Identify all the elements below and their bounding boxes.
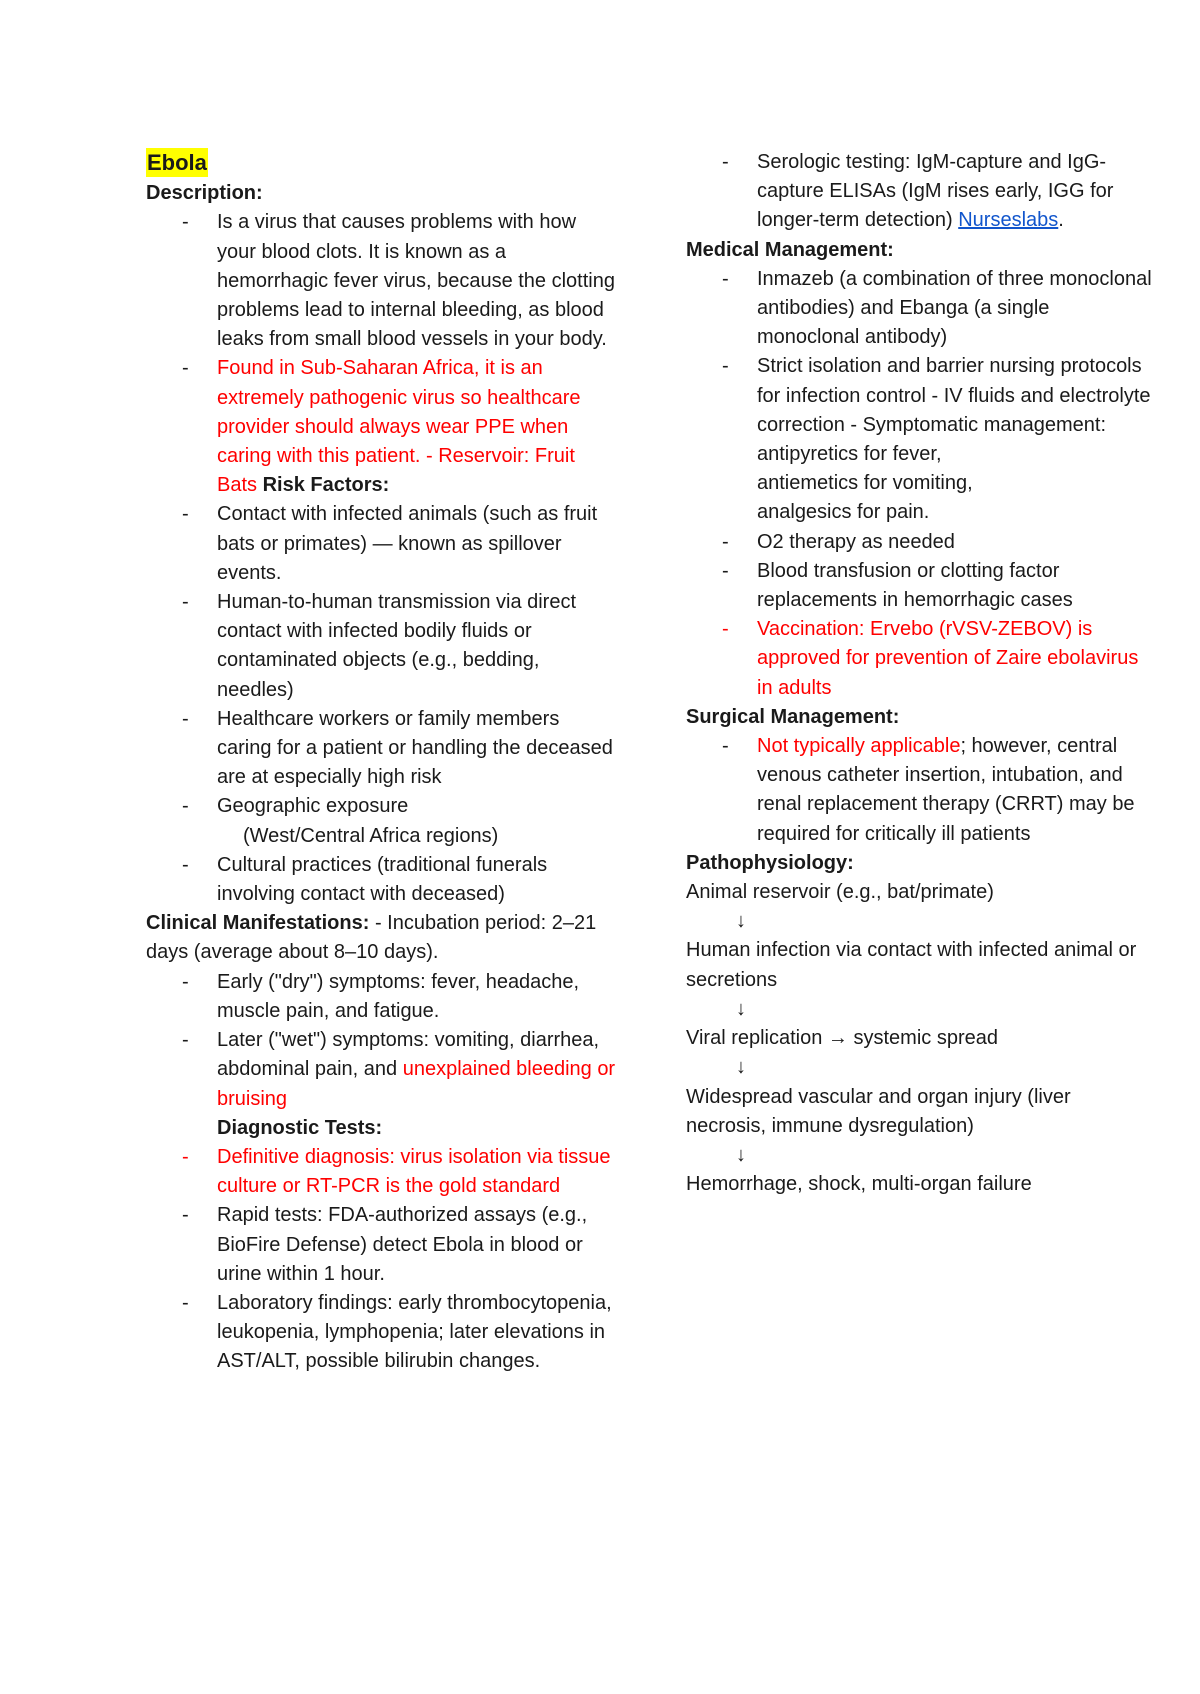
surgical-heading: Surgical Management: <box>686 705 900 728</box>
document-title: Ebola <box>147 150 207 175</box>
pathophysiology-heading: Pathophysiology: <box>686 851 854 874</box>
flow-step: Widespread vascular and organ injury (liver necrosis, immune dysregulation) <box>686 1085 1071 1137</box>
list-item: - Definitive diagnosis: virus isolation via tissue culture or RT-PCR is the gold standard <box>146 1143 616 1201</box>
red-text: Not typically applicable <box>757 735 961 758</box>
red-text: unexplained bleeding or bruising <box>217 1058 616 1110</box>
nurseslabs-link[interactable]: Nurseslabs <box>958 209 1059 232</box>
clinical-manifestations <box>146 909 616 967</box>
flow-step: Human infection via contact with infected animal or secretions <box>686 939 1137 991</box>
list-item <box>686 148 1156 236</box>
list-item <box>146 1026 616 1143</box>
list-item-text: Serologic testing: IgM-capture and IgG-capture ELISAs (IgM rises early, IGG for longer-term detection) <box>757 151 1114 232</box>
list-item <box>146 354 616 500</box>
list-item: - Contact with infected animals (such as fruit bats or primates) — known as spillover events. <box>146 500 616 588</box>
list-item: - Human-to-human transmission via direct contact with infected bodily fluids or contaminated objects (e.g., bedding, needles) <box>146 588 616 705</box>
flow-step: Hemorrhage, shock, multi-organ failure <box>686 1173 1032 1196</box>
list-item: - Vaccination: Ervebo (rVSV-ZEBOV) is approved for prevention of Zaire ebolavirus in adults <box>686 615 1156 703</box>
list-item <box>686 352 1156 527</box>
list-item-text: antiemetics for vomiting, <box>757 472 973 495</box>
list-item-text: Strict isolation and barrier nursing protocols for infection control - IV fluids and electrolyte correction - Symptomatic management: <box>757 355 1151 436</box>
down-arrow-icon: ↓ <box>736 1143 746 1166</box>
list-item: - Blood transfusion or clotting factor replacements in hemorrhagic cases <box>686 557 1156 615</box>
risk-factors-heading: Risk Factors: <box>262 474 390 497</box>
down-arrow-icon: ↓ <box>736 1056 746 1079</box>
diagnostic-list <box>146 1143 616 1377</box>
list-item <box>146 792 616 850</box>
list-item: - O2 therapy as needed <box>686 528 1156 557</box>
list-item-text: antipyretics for fever, <box>757 443 942 466</box>
red-text: Found in Sub-Saharan Africa, it is an extremely pathogenic virus so healthcare provider should always wear PPE when caring with this patient. - Reservoir: Fruit Bats <box>217 357 581 497</box>
medical-list <box>686 265 1156 703</box>
list-item: - Early ("dry") symptoms: fever, headache, muscle pain, and fatigue. <box>146 968 616 1026</box>
description-heading: Description: <box>146 182 263 205</box>
flow-step: Viral replication → systemic spread <box>686 1027 998 1050</box>
medical-heading: Medical Management: <box>686 238 894 261</box>
list-item-text: Later ("wet") symptoms: vomiting, diarrhea, abdominal pain, and <box>217 1029 600 1081</box>
down-arrow-icon: ↓ <box>736 910 746 933</box>
diagnostic-heading: Diagnostic Tests: <box>217 1116 383 1139</box>
clinical-list <box>146 968 616 1143</box>
right-column <box>686 148 1156 1199</box>
flow-step: Animal reservoir (e.g., bat/primate) <box>686 881 994 904</box>
list-item-text: analgesics for pain. <box>757 501 930 524</box>
list-item: - Inmazeb (a combination of three monoclonal antibodies) and Ebanga (a single monoclonal antibody) <box>686 265 1156 353</box>
left-column <box>146 148 616 1377</box>
list-item: - Rapid tests: FDA-authorized assays (e.g., BioFire Defense) detect Ebola in blood or urine within 1 hour. <box>146 1201 616 1289</box>
list-item: - Laboratory findings: early thrombocytopenia, leukopenia, lymphopenia; later elevations in AST/ALT, possible bilirubin changes. <box>146 1289 616 1377</box>
list-item: - Cultural practices (traditional funerals involving contact with deceased) <box>146 851 616 909</box>
down-arrow-icon: ↓ <box>736 997 746 1020</box>
description-list <box>146 208 616 500</box>
diagnostic-list-continued <box>686 148 1156 236</box>
list-item-text: (West/Central Africa regions) <box>243 824 499 847</box>
list-item-text: ; however, central venous catheter insertion, intubation, and renal replacement therapy (CRRT) may be required for critically ill patients <box>757 735 1135 845</box>
list-item <box>686 732 1156 849</box>
list-item: - Is a virus that causes problems with how your blood clots. It is known as a hemorrhagic fever virus, because the clotting problems lead to internal bleeding, as blood leaks from small blood vessels in your body. <box>146 208 616 354</box>
list-item-text: Geographic exposure <box>217 795 409 818</box>
pathophysiology-flow <box>686 878 1156 1199</box>
clinical-heading: Clinical Manifestations: <box>146 912 370 935</box>
incubation-text: Incubation period: 2–21 days (average about 8–10 days). <box>146 912 597 964</box>
punctuation: . <box>1058 209 1064 232</box>
surgical-list <box>686 732 1156 849</box>
risk-factors-list <box>146 500 616 909</box>
dash-marker: - <box>374 912 382 935</box>
list-item: - Healthcare workers or family members caring for a patient or handling the deceased are at especially high risk <box>146 705 616 793</box>
